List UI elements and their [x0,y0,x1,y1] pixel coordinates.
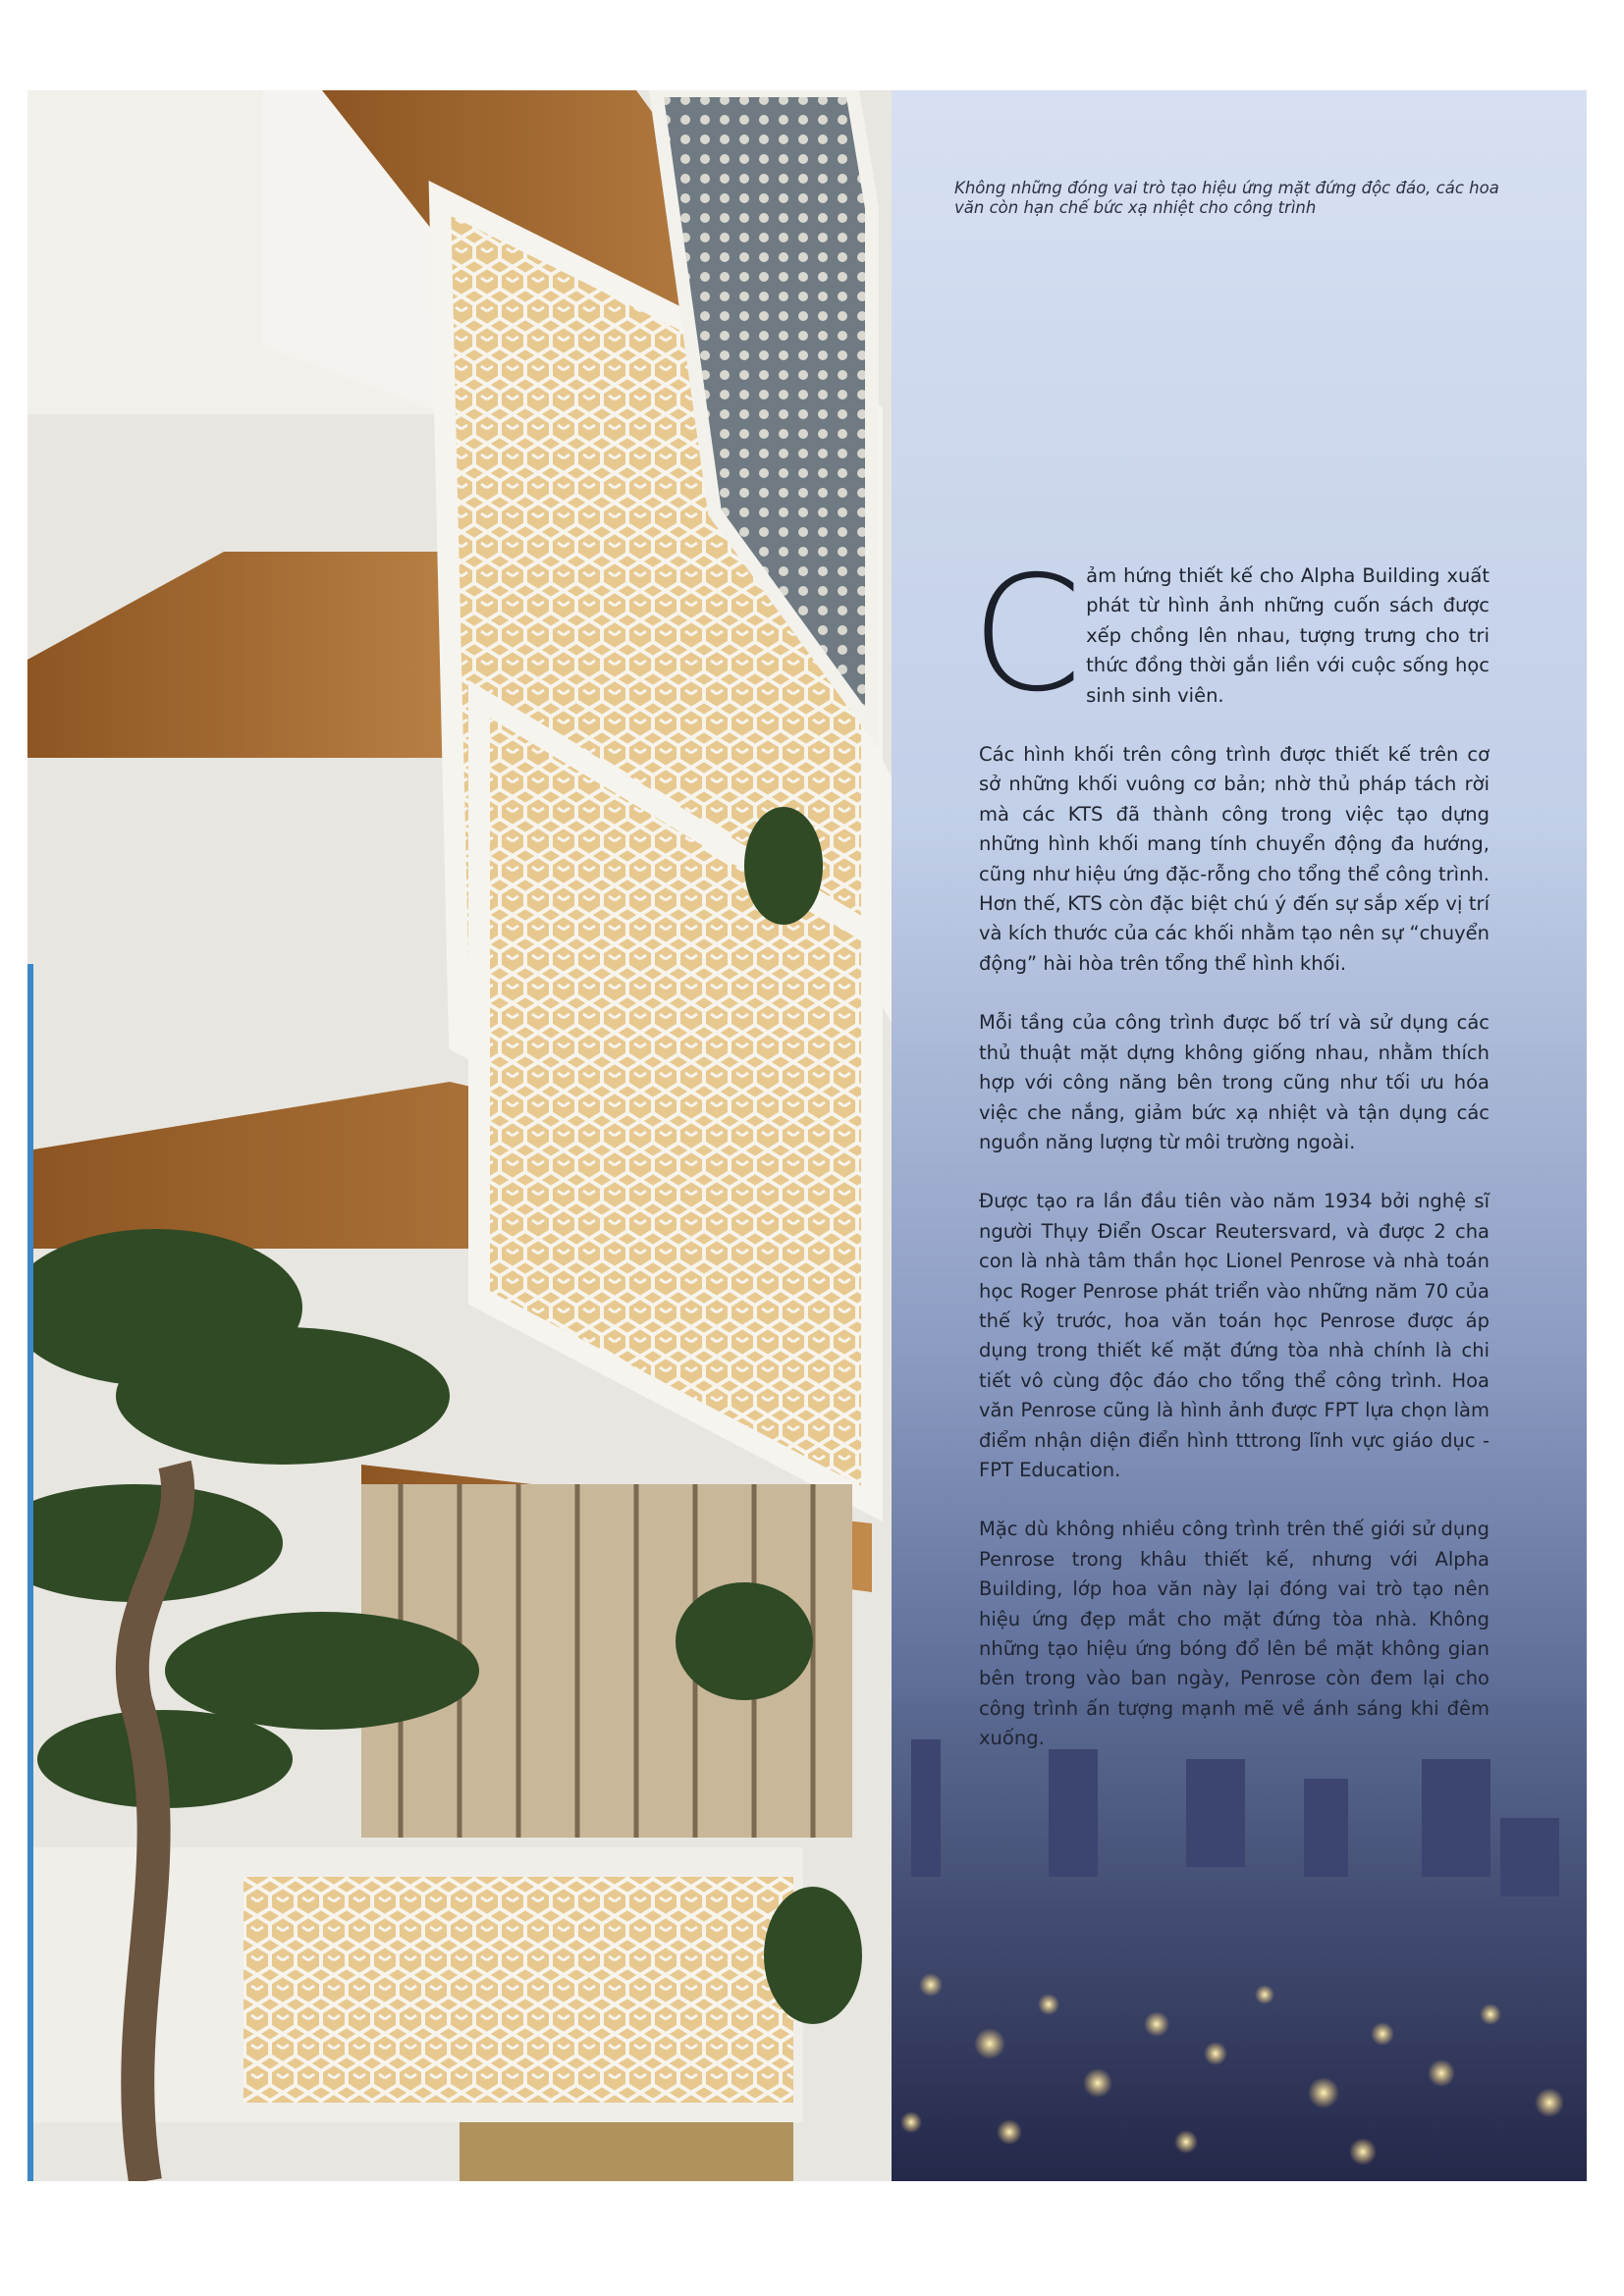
intro-text: ảm hứng thiết kế cho Alpha Building xuất phát từ hình ảnh những cuốn sách được xếp chồng lên nhau, tượng trưng cho tri thức đồng thời gắn liền với cuộc sống học sinh sinh viên. [1086,564,1489,707]
paragraph: Các hình khối trên công trình được thiết kế trên cơ sở những khối vuông cơ bản; nhờ thủ pháp tách rời mà các KTS đã thành công trong việc tạo dựng những hình khối mang tính chuyển động đa hướng, cũng như hiệu ứng đặc-rỗng cho tổng thể công trình. Hơn thế, KTS còn đặc biệt chú ý đến sự sắp xếp vị trí và kích thước của các khối nhằm tạo nên sự “chuyển động” hài hòa trên tổng thể hình khối. [979,743,1489,975]
paragraph: Mặc dù không nhiều công trình trên thế giới sử dụng Penrose trong khâu thiết kế, nhưng với Alpha Building, lớp hoa văn này lại đóng vai trò tạo nên hiệu ứng đẹp mắt cho mặt đứng tòa nhà. Không những tạo hiệu ứng bóng đổ lên bề mặt không gian bên trong vào ban ngày, Penrose còn đem lại cho công trình ấn tượng mạnh mẽ về ánh sáng khi đêm xuống. [979,1518,1489,1750]
paragraph: Được tạo ra lần đầu tiên vào năm 1934 bởi nghệ sĩ người Thụy Điển Oscar Reutersvard, và được 2 cha con là nhà tâm thần học Lionel Penrose và nhà toán học Roger Penrose phát triển vào những năm 70 của thế kỷ trước, hoa văn toán học Penrose được áp dụng trong thiết kế mặt đứng tòa nhà chính là chi tiết vô cùng độc đáo cho tổng thể công trình. Hoa văn Penrose cũng là hình ảnh được FPT lựa chọn làm điểm nhận diện điển hình tttrong lĩnh vực giáo dục - FPT Education. [979,1190,1489,1481]
photo-caption: Không những đóng vai trò tạo hiệu ứng mặt đứng độc đáo, các hoa văn còn hạn chế bức xạ nhiệt cho công trình [954,179,1499,217]
intro-paragraph [971,543,1489,727]
drop-cap: C [971,543,1083,727]
article-body [971,543,1489,1784]
paragraph: Mỗi tầng của công trình được bố trí và sử dụng các thủ thuật mặt dựng không giống nhau, nhằm thích hợp với công năng bên trong cũng như tối ưu hóa việc che nắng, giảm bức xạ nhiệt và tận dụng các nguồn năng lượng từ môi trường ngoài. [979,1011,1489,1153]
